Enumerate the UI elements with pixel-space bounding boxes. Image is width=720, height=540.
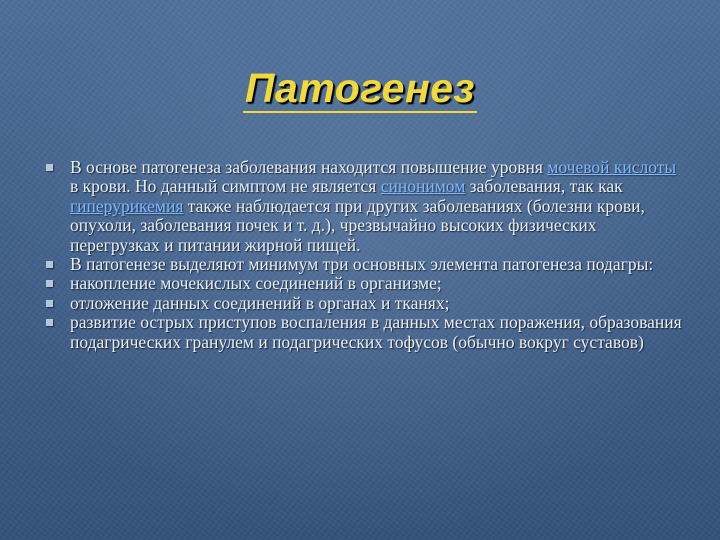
square-bullet-icon (46, 319, 53, 326)
slide-title (0, 62, 720, 114)
link-hyperuricemia[interactable]: гиперурикемия (70, 195, 184, 216)
square-bullet-icon (46, 280, 53, 287)
square-bullet-icon (46, 300, 53, 307)
slide-title-text: Патогенез (245, 65, 475, 111)
list-item (46, 255, 686, 274)
list-item (46, 294, 686, 313)
item-text: в крови. Но данный симптом не является (70, 176, 381, 197)
link-uric-acid[interactable]: мочевой кислоты (547, 157, 677, 177)
list-item (46, 313, 686, 352)
square-bullet-icon (46, 164, 53, 171)
item-text: В патогенезе выделяют минимум три основных элемента патогенеза подагры: (70, 254, 654, 275)
item-text: также наблюдается при других заболеваниях (болезни крови, опухоли, заболевания почек и т. д.), чрезвычайно высоких физических перегрузках и питании жирной пищей. (70, 195, 645, 255)
square-bullet-icon (46, 261, 53, 268)
item-text: заболевания, так как (465, 176, 623, 197)
item-text: В основе патогенеза заболевания находится повышение уровня (70, 157, 548, 177)
item-text: развитие острых приступов воспаления в данных местах поражения, образования подагрических гранулем и подагрических тофусов (обычно вокруг суставов) (70, 312, 682, 352)
link-synonym[interactable]: синонимом (380, 176, 466, 197)
item-text: отложение данных соединений в органах и тканях; (70, 292, 450, 313)
list-item (46, 158, 686, 255)
list-item (46, 274, 686, 293)
item-text: накопление мочекислых соединений в организме; (70, 273, 442, 294)
bullet-list (46, 158, 686, 352)
